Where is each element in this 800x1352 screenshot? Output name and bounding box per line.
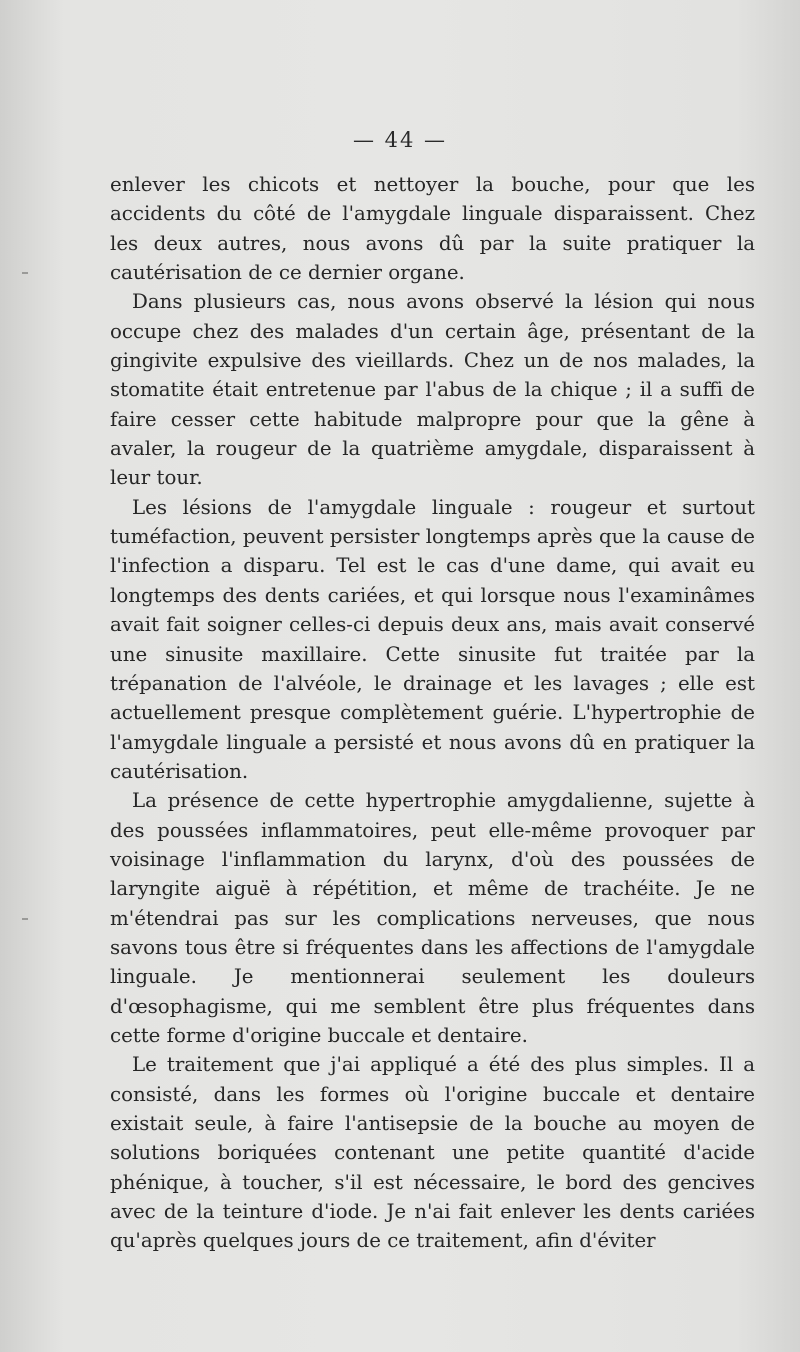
paragraph: Dans plusieurs cas, nous avons observé la lésion qui nous occupe chez des malades d'un certain âge, présentant de la gingivite expulsive des vieillards. Chez un de nos malades, la stomatite était entretenue par l'abus de la chique ; il a suffi de faire cesser cette habitude malpropre pour que la gêne à avaler, la rougeur de la quatrième amygdale, disparaissent à leur tour. [110, 290, 755, 490]
paragraph: Le traitement que j'ai appliqué a été des plus simples. Il a consisté, dans les formes où l'origine buccale et dentaire existait seule, à faire l'antisepsie de la bouche au moyen de solutions boriquées contenant une petite quantité d'acide phénique, à toucher, s'il est nécessaire, le bord des gencives avec de la teinture d'iode. Je n'ai fait enlever les dents cariées qu'après quelques jours de ce traitement, afin d'éviter [110, 1053, 755, 1253]
margin-mark [22, 918, 28, 920]
paragraph: La présence de cette hypertrophie amygdalienne, sujette à des poussées inflammatoires, peut elle-même provoquer par voisinage l'inflammation du larynx, d'où des poussées de laryngite aiguë à répétition, et même de trachéite. Je ne m'étendrai pas sur les complications nerveuses, que nous savons tous être si fréquentes dans les affections de l'amygdale linguale. Je mentionnerai seulement les douleurs d'œsophagisme, qui me semblent être plus fréquentes dans cette forme d'origine buccale et dentaire. [110, 789, 755, 1047]
page-number: — 44 — [352, 128, 448, 152]
paragraph: Les lésions de l'amygdale linguale : rougeur et surtout tuméfaction, peuvent persister longtemps après que la cause de l'infection a disparu. Tel est le cas d'une dame, qui avait eu longtemps des dents cariées, et qui lorsque nous l'examinâmes avait fait soigner celles-ci depuis deux ans, mais avait conservé une sinusite maxillaire. Cette sinusite fut traitée par la trépanation de l'alvéole, le drainage et les lavages ; elle est actuellement presque complètement guérie. L'hypertrophie de l'amygdale linguale a persisté et nous avons dû en pratiquer la cautérisation. [110, 495, 755, 783]
body-text [110, 170, 755, 1256]
margin-mark [22, 272, 28, 274]
paragraph: enlever les chicots et nettoyer la bouche, pour que les accidents du côté de l'amygdale linguale disparaissent. Chez les deux autres, nous avons dû par la suite pratiquer la cautérisation de ce dernier organe. [110, 173, 755, 285]
